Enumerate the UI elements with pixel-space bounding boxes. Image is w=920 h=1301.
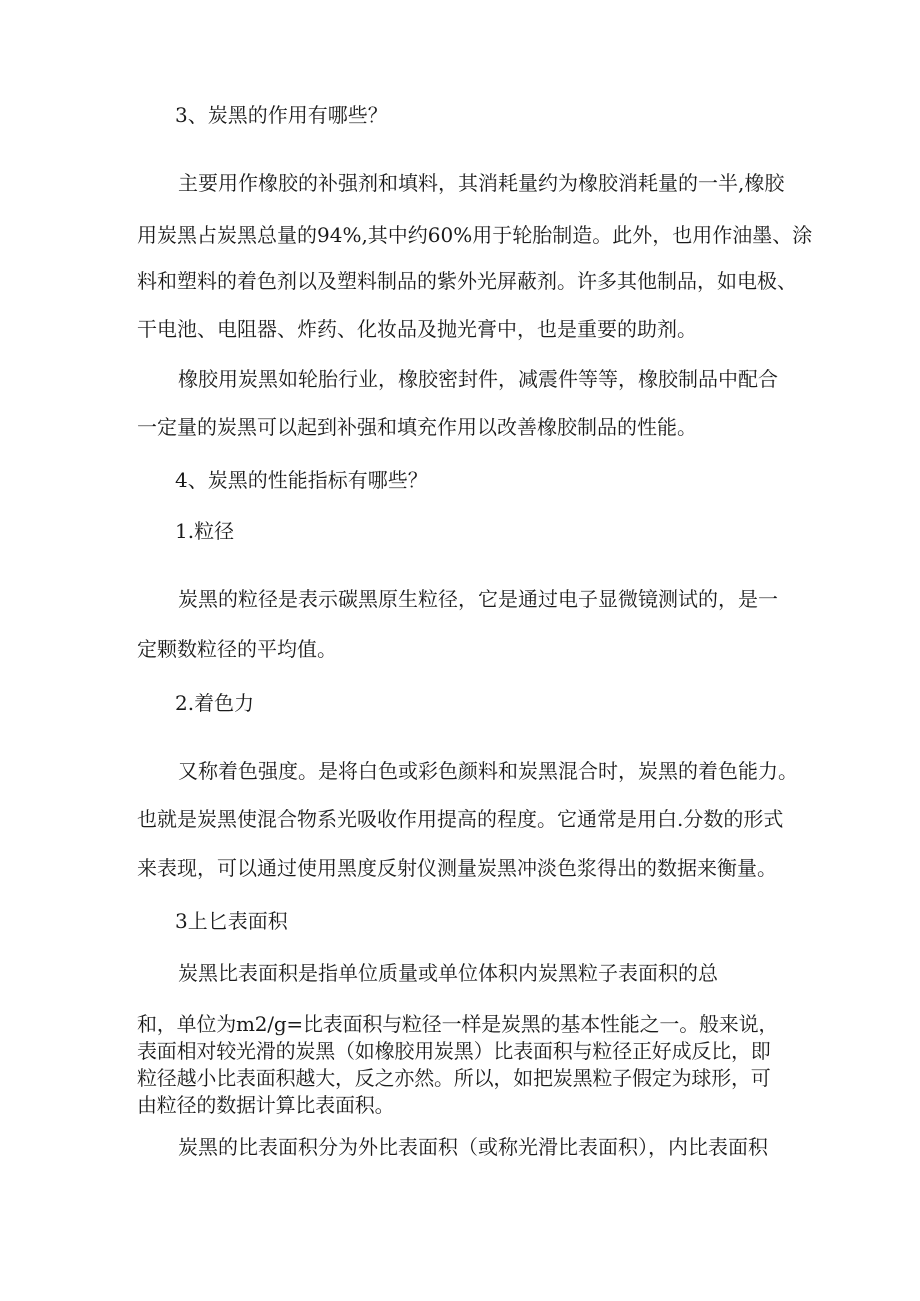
q3-p2-line-1: 橡胶用炭黑如轮胎行业，橡胶密封件，减震件等等，橡胶制品中配合 [178,367,778,391]
s3-line-6: 炭黑的比表面积分为外比表面积（或称光滑比表面积），内比表面积 [178,1135,768,1159]
q3-p1-line-1: 主要用作橡胶的补强剂和填料，其消耗量约为橡胶消耗量的一半,橡胶 [178,171,785,195]
q3-p1-line-3: 料和塑料的着色剂以及塑料制品的紫外光屏蔽剂。许多其他制品，如电极、 [137,269,797,293]
s3-line-3: 表面相对较光滑的炭黑（如橡胶用炭黑）比表面积与粒径正好成反比，即 [137,1039,771,1063]
q3-p2-line-2: 一定量的炭黑可以起到补强和填充作用以改善橡胶制品的性能。 [137,415,697,439]
s1-title: 1.粒径 [175,519,235,543]
q4-heading: 4、炭黑的性能指标有哪些？ [175,468,428,492]
s3-line-5: 由粒径的数据计算比表面积。 [137,1093,395,1117]
s1-line-1: 炭黑的粒径是表示碳黑原生粒径，它是通过电子显微镜测试的，是一 [178,587,778,611]
s3-line-1: 炭黑比表面积是指单位质量或单位体积内炭黑粒子表面积的总 [178,961,718,985]
s1-line-2: 定颗数粒径的平均值。 [137,637,337,661]
s3-title: 3上匕表面积 [175,909,288,933]
s2-title: 2.着色力 [175,691,255,715]
s2-line-3: 来表现，可以通过使用黑度反射仪测量炭黑冲淡色浆得出的数据来衡量。 [137,856,777,880]
s3-line-2: 和，单位为m2/g=比表面积与粒径一样是炭黑的基本性能之一。般来说， [137,1012,779,1036]
s3-line-4: 粒径越小比表面积越大，反之亦然。所以，如把炭黑粒子假定为球形，可 [137,1066,771,1090]
q3-p1-line-2: 用炭黑占炭黑总量的94%,其中约60%用于轮胎制造。此外，也用作油墨、涂 [137,223,813,247]
q3-p1-line-4: 干电池、电阻器、炸药、化妆品及抛光膏中，也是重要的助剂。 [137,317,697,341]
q3-heading: 3、炭黑的作用有哪些？ [175,103,388,127]
s2-line-1: 又称着色强度。是将白色或彩色颜料和炭黑混合时，炭黑的着色能力。 [178,759,798,783]
s2-line-2: 也就是炭黑使混合物系光吸收作用提高的程度。它通常是用白.分数的形式 [137,807,784,831]
